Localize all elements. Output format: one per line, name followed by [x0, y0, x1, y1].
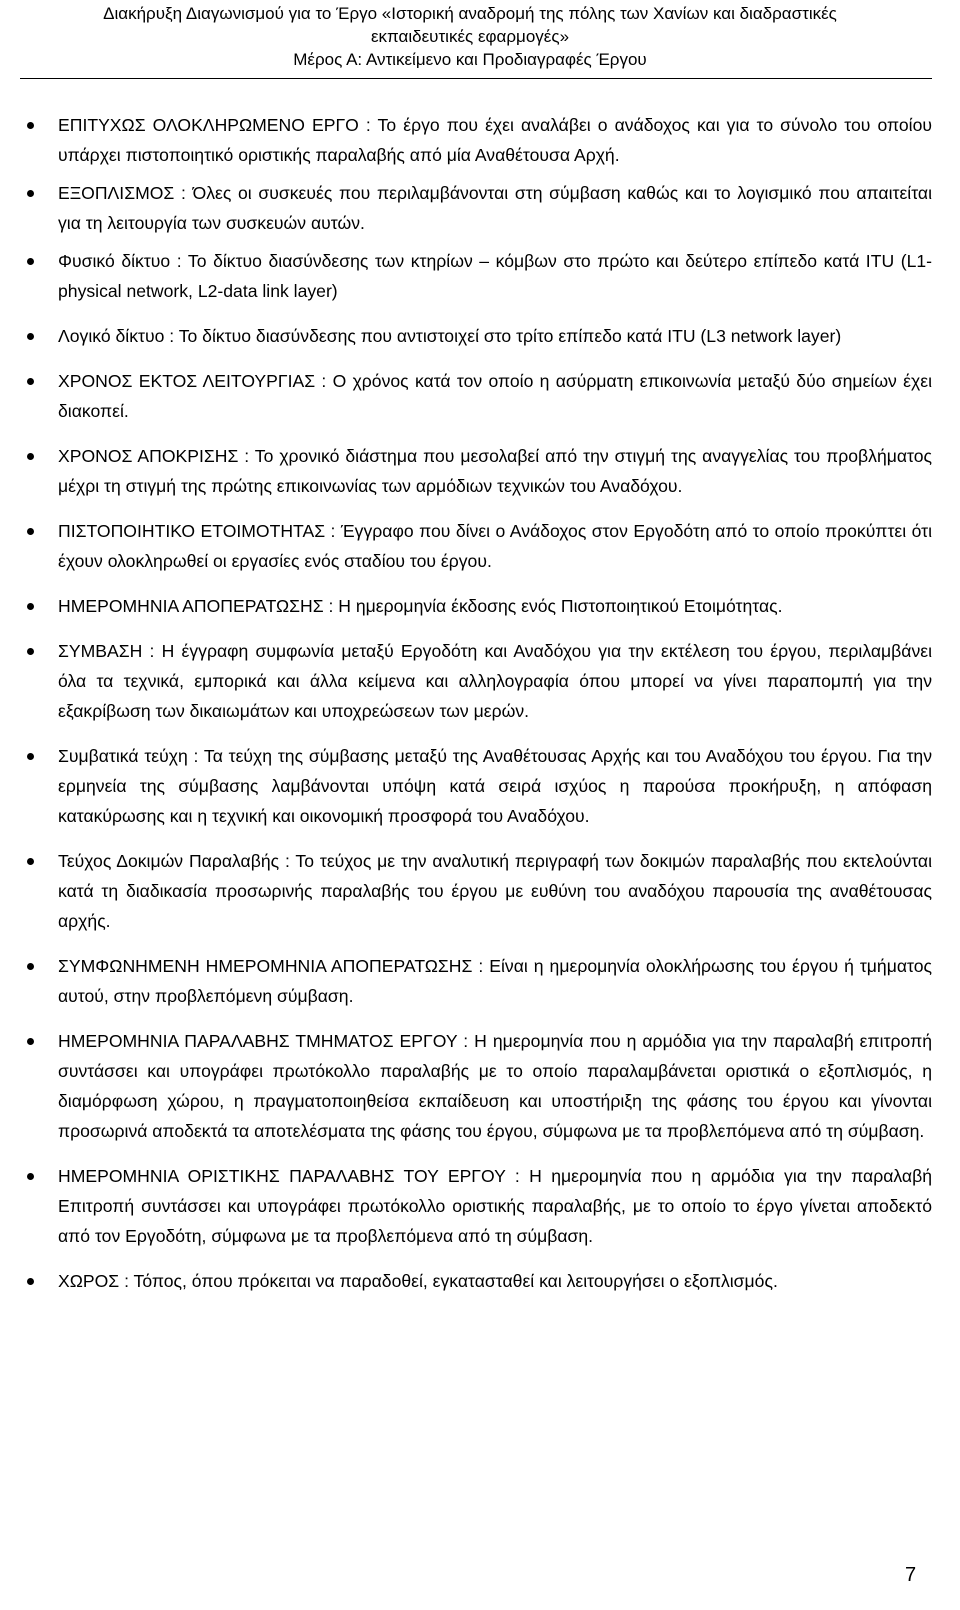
definition-item: [58, 110, 932, 170]
header-title-line-2: εκπαιδευτικές εφαρμογές»: [370, 27, 570, 46]
definition-item: [58, 846, 932, 936]
definition-text: ΗΜΕΡΟΜΗΝΙΑ ΑΠΟΠΕΡΑΤΩΣΗΣ : Η ημερομηνία έκδοσης ενός Πιστοποιητικού Ετοιμότητας.: [58, 596, 783, 616]
definition-item: [58, 1266, 932, 1296]
bullet-icon: [27, 648, 34, 655]
bullet-icon: [27, 122, 34, 129]
definition-text: Λογικό δίκτυο : Το δίκτυο διασύνδεσης που αντιστοιχεί στο τρίτο επίπεδο κατά ITU (L3 network layer): [58, 326, 842, 346]
definition-item: [58, 591, 932, 621]
bullet-icon: [27, 858, 34, 865]
definition-item: [58, 178, 932, 238]
definition-text: ΧΡΟΝΟΣ ΕΚΤΟΣ ΛΕΙΤΟΥΡΓΙΑΣ : Ο χρόνος κατά τον οποίο η ασύρματη επικοινωνία μεταξύ δύο σημείων έχει διακοπεί.: [58, 371, 932, 421]
definition-item: [58, 321, 932, 351]
bullet-icon: [27, 1038, 34, 1045]
bullet-icon: [27, 333, 34, 340]
definition-text: Συμβατικά τεύχη : Τα τεύχη της σύμβασης μεταξύ της Αναθέτουσας Αρχής και του Αναδόχου του έργου. Για την ερμηνεία της σύμβασης λαμβάνονται υπόψη κατά σειρά ισχύος η παρούσα προκήρυξη, η απόφαση κατακύρωσης και η τεχνική και οικονομική προσφορά του Αναδόχου.: [58, 746, 932, 826]
definition-item: [58, 1026, 932, 1146]
definition-item: [58, 951, 932, 1011]
definition-item: [58, 366, 932, 426]
header-subtitle: Μέρος Α: Αντικείμενο και Προδιαγραφές Έργου: [293, 50, 647, 69]
definition-text: ΣΥΜΒΑΣΗ : Η έγγραφη συμφωνία μεταξύ Εργοδότη και Αναδόχου για την εκτέλεση του έργου, περιλαμβάνει όλα τα τεχνικά, εμπορικά και άλλα κείμενα και αλληλογραφία όπου μπορεί να γίνει παραπομπή για την εξακρίβωση των δικαιωμάτων και υποχρεώσεων των μερών.: [58, 641, 932, 721]
bullet-icon: [27, 1173, 34, 1180]
definition-text: ΣΥΜΦΩΝΗΜΕΝΗ ΗΜΕΡΟΜΗΝΙΑ ΑΠΟΠΕΡΑΤΩΣΗΣ : Είναι η ημερομηνία ολοκλήρωσης του έργου ή τμήματος αυτού, στην προβλεπόμενη σύμβαση.: [58, 956, 932, 1006]
definition-text: ΧΡΟΝΟΣ ΑΠΟΚΡΙΣΗΣ : Το χρονικό διάστημα που μεσολαβεί από την στιγμή της αναγγελίας του προβλήματος μέχρι τη στιγμή της πρώτης επικοινωνίας των αρμόδιων τεχνικών του Αναδόχου.: [58, 446, 932, 496]
definition-text: ΕΠΙΤΥΧΩΣ ΟΛΟΚΛΗΡΩΜΕΝΟ ΕΡΓΟ : Το έργο που έχει αναλάβει ο ανάδοχος και για το σύνολο του οποίου υπάρχει πιστοποιητικό οριστικής παραλαβής από μία Αναθέτουσα Αρχή.: [58, 115, 932, 165]
bullet-icon: [27, 963, 34, 970]
definition-item: [58, 246, 932, 306]
definition-item: [58, 741, 932, 831]
definitions-list: [0, 110, 960, 1311]
page-number: 7: [905, 1564, 917, 1586]
bullet-icon: [27, 753, 34, 760]
definition-text: ΕΞΟΠΛΙΣΜΟΣ : Όλες οι συσκευές που περιλαμβάνονται στη σύμβαση καθώς και το λογισμικό που απαιτείται για τη λειτουργία των συσκευών αυτών.: [58, 183, 932, 233]
definition-item: [58, 1161, 932, 1251]
definition-text: ΗΜΕΡΟΜΗΝΙΑ ΠΑΡΑΛΑΒΗΣ ΤΜΗΜΑΤΟΣ ΕΡΓΟΥ : Η ημερομηνία που η αρμόδια για την παραλαβή επιτροπή συντάσσει και υπογράφει πρωτόκολλο παραλαβής με το οποίο παραλαμβάνεται οριστικά ο εξοπλισμός, η διαμόρφωση χώρου, η πραγματοποιηθείσα εκπαίδευση και υποστήριξη της φάσης του έργου και γίνονται προσωρινά αποδεκτά τα αποτελέσματα της φάσης του έργου, σύμφωνα με τα προβλεπόμενα από τη σύμβαση.: [58, 1031, 932, 1141]
bullet-icon: [27, 190, 34, 197]
definition-text: Τεύχος Δοκιμών Παραλαβής : Το τεύχος με την αναλυτική περιγραφή των δοκιμών παραλαβής που εκτελούνται κατά τη διαδικασία προσωρινής παραλαβής του έργου με ευθύνη του αναδόχου παρουσία της αναθέτουσας αρχής.: [58, 851, 932, 931]
page-header: [20, 2, 920, 71]
bullet-icon: [27, 258, 34, 265]
definition-text: ΗΜΕΡΟΜΗΝΙΑ ΟΡΙΣΤΙΚΗΣ ΠΑΡΑΛΑΒΗΣ ΤΟΥ ΕΡΓΟΥ : Η ημερομηνία που η αρμόδια για την παραλαβή Επιτροπή συντάσσει και υπογράφει πρωτόκολλο οριστικής παραλαβής, με το οποίο το έργο γίνεται αποδεκτό από τον Εργοδότη, σύμφωνα με τα προβλεπόμενα από τη σύμβαση.: [58, 1166, 932, 1246]
definition-text: ΧΩΡΟΣ : Τόπος, όπου πρόκειται να παραδοθεί, εγκατασταθεί και λειτουργήσει ο εξοπλισμός.: [58, 1271, 778, 1291]
bullet-icon: [27, 453, 34, 460]
definition-text: ΠΙΣΤΟΠΟΙΗΤΙΚΟ ΕΤΟΙΜΟΤΗΤΑΣ : Έγγραφο που δίνει ο Ανάδοχος στον Εργοδότη από το οποίο προκύπτει ότι έχουν ολοκληρωθεί οι εργασίες ενός σταδίου του έργου.: [58, 521, 932, 571]
bullet-icon: [27, 378, 34, 385]
definition-item: [58, 441, 932, 501]
bullet-icon: [27, 1278, 34, 1285]
definition-item: [58, 636, 932, 726]
bullet-icon: [27, 528, 34, 535]
bullet-icon: [27, 603, 34, 610]
header-divider: [20, 78, 932, 79]
definition-item: [58, 516, 932, 576]
definition-text: Φυσικό δίκτυο : Το δίκτυο διασύνδεσης των κτηρίων – κόμβων στο πρώτο και δεύτερο επίπεδο κατά ITU (L1-physical network, L2-data link layer): [58, 251, 932, 301]
header-title-line-1: Διακήρυξη Διαγωνισμού για το Έργο «Ιστορική αναδρομή της πόλης των Χανίων και διαδραστικές: [103, 4, 837, 23]
